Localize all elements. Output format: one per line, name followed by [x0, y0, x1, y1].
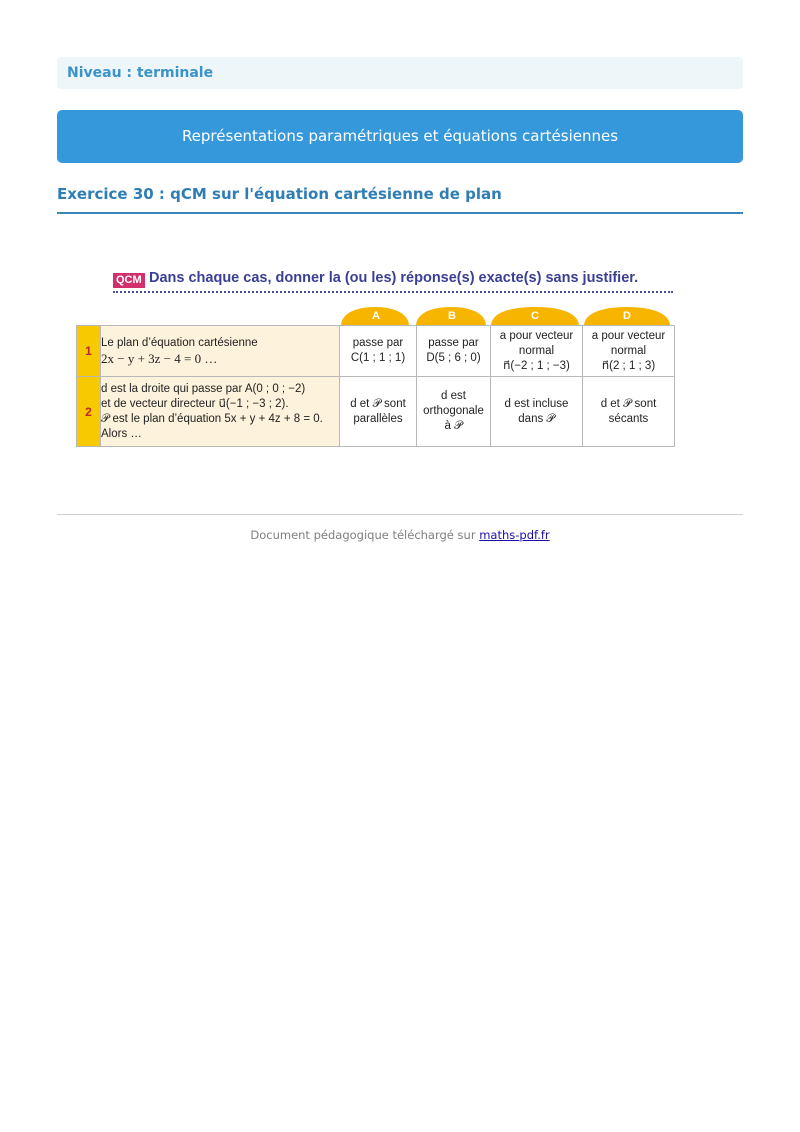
answer-1d[interactable] [583, 326, 675, 377]
table-row [77, 377, 675, 447]
answer-line: d est incluse [504, 397, 569, 410]
question-text [101, 377, 340, 447]
qcm-instruction: Dans chaque cas, donner la (ou les) réponse(s) exacte(s) sans justifier. [149, 270, 639, 286]
answer-1a[interactable] [340, 326, 417, 377]
footer-link[interactable]: maths-pdf.fr [479, 528, 550, 542]
question-line: 𝒫 est le plan d’équation 5x + y + 4z + 8 = 0. [101, 412, 323, 425]
answer-line: n⃗(−2 ; 1 ; −3) [503, 359, 570, 372]
question-number: 2 [77, 377, 101, 447]
question-line: 2x − y + 3z − 4 = 0 … [101, 351, 218, 366]
exercise-title: Exercice 30 : qCM sur l'équation cartésienne de plan [57, 185, 743, 214]
chapter-banner: Représentations paramétriques et équations cartésiennes [57, 110, 743, 163]
answer-line: normal [610, 344, 647, 357]
question-text [101, 326, 340, 377]
answer-line: orthogonale [423, 405, 484, 417]
question-line: et de vecteur directeur u⃗(−1 ; −3 ; 2). [101, 397, 289, 410]
answer-line: sécants [608, 412, 649, 425]
answer-1c[interactable] [491, 326, 583, 377]
dotted-divider [113, 291, 673, 293]
question-line: d est la droite qui passe par A(0 ; 0 ; −2) [101, 382, 306, 395]
question-line: Le plan d’équation cartésienne [101, 337, 258, 349]
column-letter-d: D [623, 310, 631, 322]
answer-line: parallèles [353, 412, 403, 425]
answer-line: C(1 ; 1 ; 1) [350, 352, 406, 364]
answer-line: d et 𝒫 sont [600, 397, 657, 410]
answer-line: a pour vecteur [591, 329, 666, 342]
answer-line: D(5 ; 6 ; 0) [426, 352, 481, 364]
answer-2b[interactable] [417, 377, 491, 447]
question-number: 1 [77, 326, 101, 377]
answer-line: n⃗(2 ; 1 ; 3) [601, 359, 656, 372]
question-line: Alors … [101, 427, 142, 440]
answer-2c[interactable] [491, 377, 583, 447]
table-row [77, 326, 675, 377]
answer-1b[interactable] [417, 326, 491, 377]
qcm-table [76, 325, 675, 447]
level-label: Niveau : terminale [57, 57, 743, 89]
answer-line: dans 𝒫 [518, 412, 555, 425]
answer-line: normal [518, 344, 555, 357]
answer-line: d et 𝒫 sont [350, 397, 406, 410]
answer-line: passe par [352, 337, 404, 349]
answer-2d[interactable] [583, 377, 675, 447]
footer-text: Document pédagogique téléchargé sur [250, 528, 480, 542]
column-letter-c: C [531, 310, 539, 322]
footer-divider [57, 514, 743, 515]
column-letter-a: A [372, 310, 380, 322]
answer-line: à 𝒫 [444, 420, 463, 432]
qcm-badge: QCM [113, 273, 145, 288]
answer-line: passe par [428, 337, 479, 349]
column-letter-b: B [448, 310, 456, 322]
answer-line: a pour vecteur [499, 329, 574, 342]
answer-2a[interactable] [340, 377, 417, 447]
footer [0, 528, 800, 542]
answer-line: d est [441, 390, 466, 402]
